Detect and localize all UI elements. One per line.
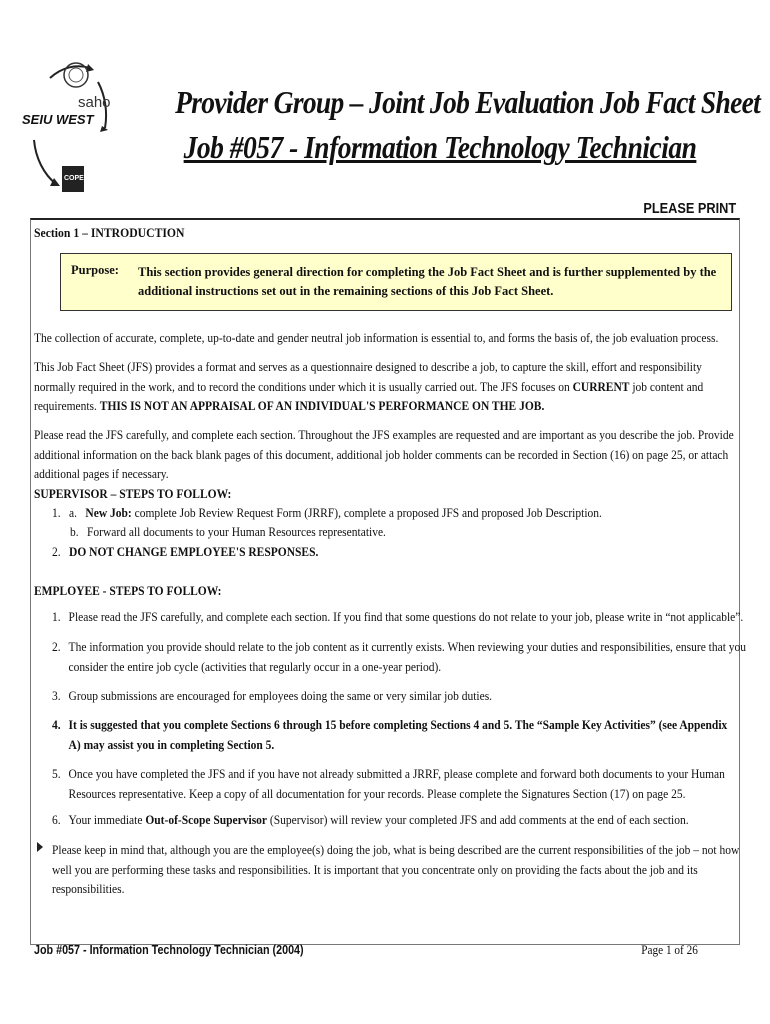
step-text: Once you have completed the JFS and if you have not already submitted a JRRF, please complete and forward both documents to your Human Resources representative. Keep a copy of all documentation for your records. Please complete the Signatures Section (17) on page 25.: [68, 767, 725, 801]
supervisor-step-2: [52, 543, 696, 563]
document-title: [132, 80, 761, 170]
supervisor-term: Out-of-Scope Supervisor: [145, 813, 268, 827]
supervisor-heading: SUPERVISOR – STEPS TO FOLLOW:: [34, 487, 232, 501]
purpose-text: This section provides general direction for completing the Job Fact Sheet and is further supplemented by the additional instructions set out in the remaining sections of this Job Fact Sheet.: [138, 265, 717, 298]
step-text: The information you provide should relate to the job content as it currently exists. When reviewing your duties and responsibilities, ensure that you consider the entire job cycle (activities that regularly occur in a one-year period).: [68, 640, 747, 674]
step-number: 4.: [52, 718, 61, 732]
employee-step-1: [52, 608, 751, 628]
intro-paragraph-1: The collection of accurate, complete, up-to-date and gender neutral job information is essential to, and forms the basis of, the job evaluation process.: [34, 331, 719, 345]
supervisor-step-1a: [52, 504, 714, 524]
step-text: Your immediate: [68, 813, 146, 827]
title-line-2: Job #057 - Information Technology Technician: [183, 129, 697, 165]
step-text-2: (Supervisor) will review your completed JFS and add comments at the end of each section.: [267, 813, 689, 827]
saho-logo: saho: [78, 94, 111, 111]
please-print-label: PLEASE PRINT: [643, 200, 736, 217]
employee-heading: EMPLOYEE - STEPS TO FOLLOW:: [34, 584, 222, 598]
footer-document-name: Job #057 - Information Technology Technician (2004): [34, 943, 304, 957]
purpose-box: [60, 253, 732, 311]
para2-text-2: job content and requirements.: [34, 379, 704, 413]
supervisor-step-1b: [70, 523, 714, 543]
para2-bold: THIS IS NOT AN APPRAISAL OF AN INDIVIDUAL'S PERFORMANCE ON THE JOB.: [99, 399, 545, 413]
employee-step-3: [52, 687, 751, 707]
step-number: 1.: [52, 610, 61, 624]
organization-logos: [20, 58, 122, 200]
step-number: 3.: [52, 689, 61, 703]
employee-note: Please keep in mind that, although you are the employee(s) doing the job, what is being described are the current responsibilities of the job – not how well you are performing these tasks and responsibilities. It is important that you concentrate only on providing the facts about the job and its responsibilities.: [52, 843, 740, 896]
step-text: complete Job Review Request Form (JRRF), complete a proposed JFS and proposed Job Description.: [131, 506, 602, 520]
employee-step-6: [52, 811, 733, 831]
employee-step-4: [52, 716, 733, 755]
new-job-label: New Job:: [85, 506, 132, 520]
step-text: DO NOT CHANGE EMPLOYEE'S RESPONSES.: [69, 545, 319, 559]
step-number: 1.: [52, 506, 61, 520]
step-text: It is suggested that you complete Sections 6 through 15 before completing Sections 4 and 5. The “Sample Key Activities” (see Appendix A) may assist you in completing Section 5.: [68, 718, 728, 752]
step-number: 6.: [52, 813, 61, 827]
title-line-1: Provider Group – Joint Job Evaluation Job Fact Sheet: [175, 84, 761, 120]
arrow-bullet-icon: [36, 841, 44, 853]
step-letter: a.: [69, 506, 78, 520]
section-1-heading: Section 1 – INTRODUCTION: [34, 225, 185, 240]
intro-paragraph-3: Please read the JFS carefully, and complete each section. Throughout the JFS examples are requested and are important as you describe the job. Provide additional information on the back blank pages of this document, additional job holder comments can be recorded in Section (16) on page 25, or attach additional pages if necessary.: [34, 428, 734, 481]
para2-text: This Job Fact Sheet (JFS) provides a format and serves as a questionnaire designed to describe a job, to capture the skill, effort and responsibility normally required in the work, and to record the conditions under which it is usually carried out. The JFS focuses on: [34, 360, 702, 394]
step-letter: b.: [70, 525, 79, 539]
employee-step-5: [52, 765, 733, 804]
step-number: 2.: [52, 545, 61, 559]
step-text: Please read the JFS carefully, and complete each section. If you find that some questions do not relate to your job, please write in “not applicable”.: [68, 610, 744, 624]
step-number: 5.: [52, 767, 61, 781]
step-number: 2.: [52, 640, 61, 654]
footer-page-number: Page 1 of 26: [641, 943, 698, 957]
para2-current: CURRENT: [572, 379, 630, 394]
purpose-label: Purpose:: [71, 263, 119, 277]
employee-step-2: [52, 638, 749, 677]
step-text: Group submissions are encouraged for employees doing the same or very similar job duties.: [68, 689, 493, 703]
cope-logo: COPE: [64, 175, 84, 182]
seiu-logo: SEIU WEST: [22, 112, 94, 127]
intro-paragraph-2: [34, 358, 741, 417]
step-text: Forward all documents to your Human Resources representative.: [87, 525, 386, 539]
